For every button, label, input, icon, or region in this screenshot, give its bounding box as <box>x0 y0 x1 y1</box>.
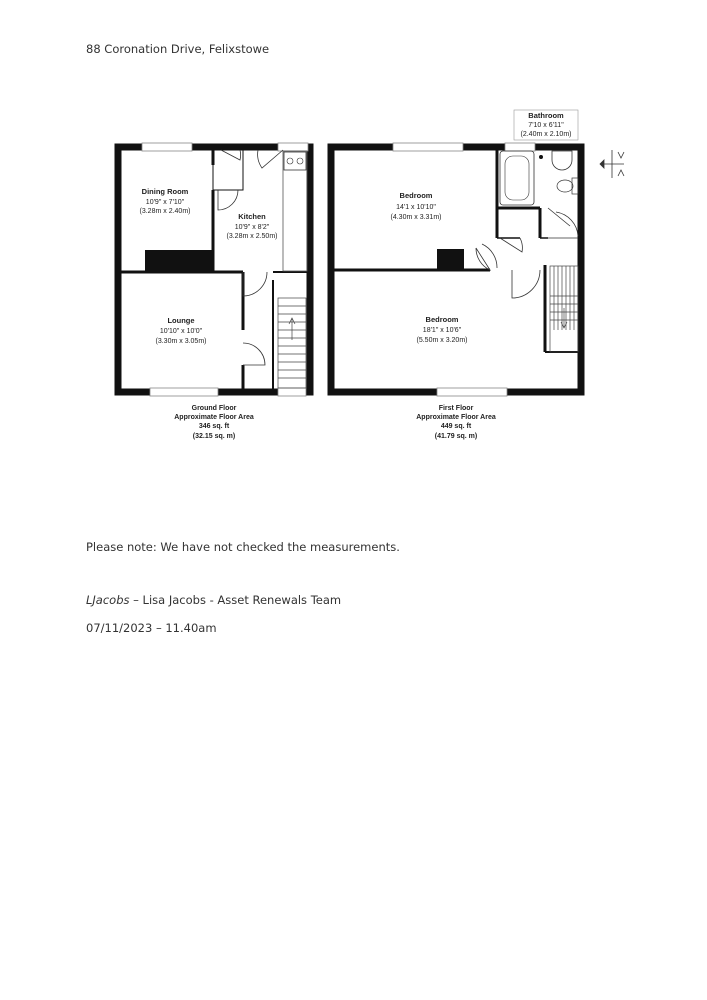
room-name-bedroom-1: Bedroom <box>399 191 433 200</box>
door-swing <box>218 190 238 210</box>
room-dim-metric-kitchen: (3.28m x 2.50m) <box>226 233 278 240</box>
room-dim-imperial-lounge: 10'10" x 10'0" <box>159 328 203 335</box>
staircase <box>550 266 578 352</box>
date-time: 07/11/2023 – 11.40am <box>86 621 217 635</box>
room-dim-imperial-bedroom-2: 18'1" x 10'6" <box>422 327 462 334</box>
first-floor-caption-sqft: 449 sq. ft <box>440 423 472 430</box>
signoff-text: – Lisa Jacobs - Asset Renewals Team <box>129 593 342 607</box>
cupboard <box>213 150 243 190</box>
door-swing <box>482 244 497 268</box>
room-dim-imperial-kitchen: 10'9" x 8'2" <box>234 224 270 231</box>
ground-floor-plan <box>118 143 310 440</box>
window <box>150 388 218 396</box>
signature: LJacobs <box>86 593 130 607</box>
fireplace <box>145 250 213 271</box>
chimney-breast <box>437 249 464 269</box>
door-swing <box>512 270 540 298</box>
window <box>393 143 463 151</box>
room-name-kitchen: Kitchen <box>238 212 266 221</box>
window <box>142 143 192 151</box>
door-swing <box>548 212 578 238</box>
door-swing <box>243 272 267 296</box>
room-dim-metric-lounge: (3.30m x 3.05m) <box>155 338 207 345</box>
room-name-dining: Dining Room <box>141 187 189 196</box>
room-name-lounge: Lounge <box>167 316 195 325</box>
window <box>278 143 308 151</box>
first-floor-caption-area-label: Approximate Floor Area <box>416 414 496 421</box>
staircase <box>278 298 306 388</box>
door-swing <box>476 248 490 270</box>
room-dim-metric-bathroom: (2.40m x 2.10m) <box>520 131 572 138</box>
room-dim-imperial-bathroom: 7'10 x 6'11" <box>528 122 564 129</box>
room-dim-metric-bedroom-1: (4.30m x 3.31m) <box>390 214 442 221</box>
document-address: 88 Coronation Drive, Felixstowe <box>86 42 270 56</box>
door-swing <box>258 150 283 168</box>
door-swing <box>548 208 570 226</box>
room-dim-imperial-dining: 10'9" x 7'10" <box>145 199 185 206</box>
basin <box>552 151 572 170</box>
ground-floor-caption-sqft: 346 sq. ft <box>198 423 230 430</box>
signature-line <box>86 593 341 607</box>
ground-floor-caption-sqm: (32.15 sq. m) <box>192 433 236 440</box>
room-dim-imperial-bedroom-1: 14'1 x 10'10" <box>396 204 436 211</box>
room-name-bathroom: Bathroom <box>528 111 564 120</box>
ground-floor-caption-title: Ground Floor <box>191 405 237 412</box>
room-dim-metric-bedroom-2: (5.50m x 3.20m) <box>416 337 468 344</box>
compass-icon <box>600 150 624 178</box>
floor-plan <box>0 0 707 460</box>
first-floor-caption-title: First Floor <box>438 405 474 412</box>
door-swing <box>500 238 522 252</box>
measurement-note: Please note: We have not checked the measurements. <box>86 540 400 554</box>
window <box>437 388 507 396</box>
door-swing <box>221 150 241 160</box>
window <box>505 143 535 151</box>
door-swing <box>243 343 265 365</box>
first-floor-plan <box>331 110 624 440</box>
room-dim-metric-dining: (3.28m x 2.40m) <box>139 208 191 215</box>
room-name-bedroom-2: Bedroom <box>425 315 459 324</box>
ground-floor-caption-area-label: Approximate Floor Area <box>174 414 254 421</box>
first-floor-caption-sqm: (41.79 sq. m) <box>434 433 478 440</box>
window <box>278 388 306 396</box>
toilet-bowl <box>557 180 573 192</box>
